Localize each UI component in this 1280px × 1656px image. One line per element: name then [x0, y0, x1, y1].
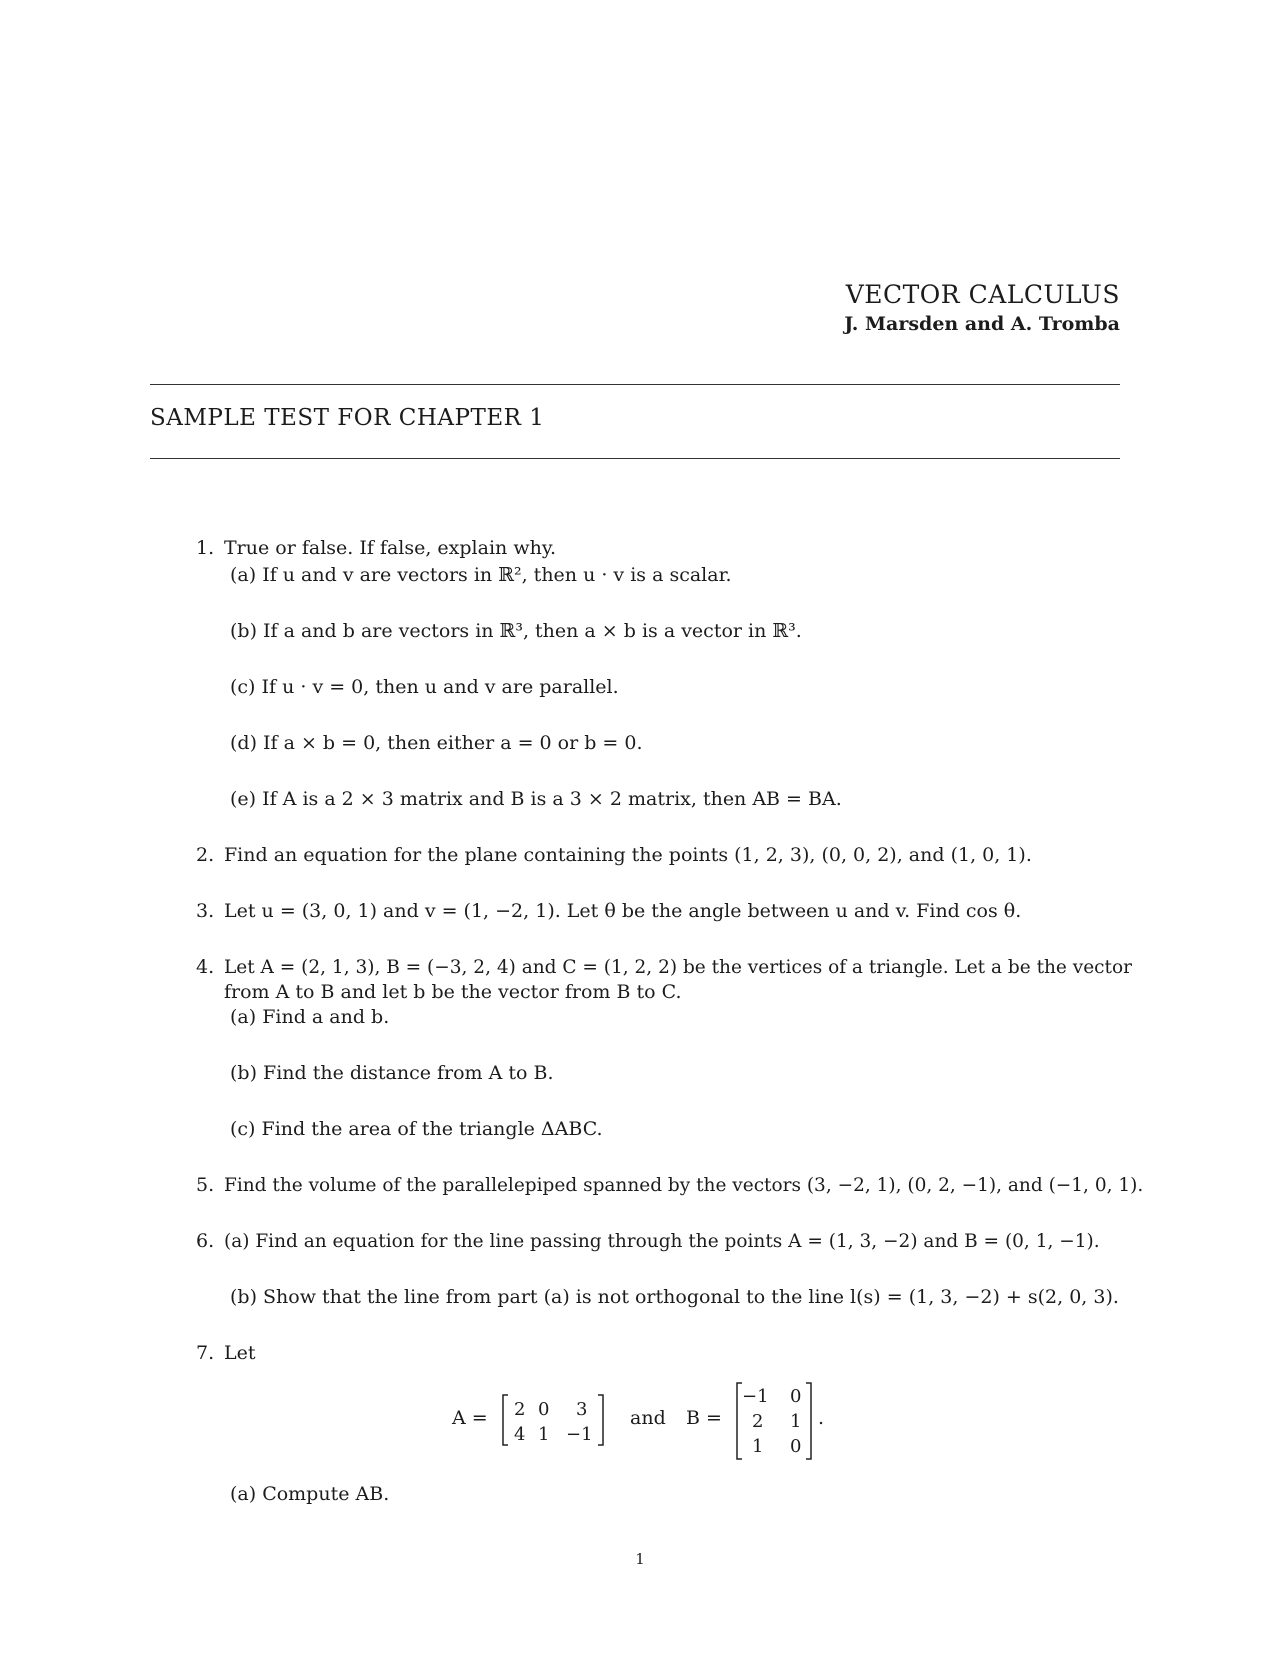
question-text: True or false. If false, explain why.	[224, 537, 557, 559]
matrix-a-cell: 4	[514, 1424, 526, 1445]
question-7	[196, 1342, 256, 1364]
question-4c: (c) Find the area of the triangle ΔABC.	[230, 1118, 603, 1140]
matrix-b-cell: 2	[752, 1411, 764, 1432]
page-number: 1	[635, 1550, 645, 1568]
question-1d: (d) If a × b = 0, then either a = 0 or b = 0.	[230, 732, 643, 754]
document-title: VECTOR CALCULUS	[845, 280, 1120, 309]
matrix-b-cell: 0	[790, 1386, 802, 1407]
document-authors: J. Marsden and A. Tromba	[844, 313, 1120, 335]
question-3	[196, 900, 1021, 922]
question-text: Let u = (3, 0, 1) and v = (1, −2, 1). Let θ be the angle between u and v. Find cos θ.	[224, 900, 1022, 922]
question-5	[196, 1174, 1143, 1196]
question-1c: (c) If u · v = 0, then u and v are parallel.	[230, 676, 619, 698]
and-text: and	[630, 1407, 666, 1429]
matrix-b-cell: 1	[790, 1411, 802, 1432]
matrix-a	[500, 1392, 606, 1448]
question-number: 3.	[196, 900, 215, 922]
question-number: 2.	[196, 844, 215, 866]
question-number: 4.	[196, 956, 215, 978]
test-heading: SAMPLE TEST FOR CHAPTER 1	[150, 405, 545, 431]
question-number: 5.	[196, 1174, 215, 1196]
question-number: 7.	[196, 1342, 215, 1364]
question-7a: (a) Compute AB.	[230, 1483, 390, 1505]
question-6a: (a) Find an equation for the line passing through the points A = (1, 3, −2) and B = (0, 1, −1).	[224, 1231, 1100, 1252]
top-divider	[150, 384, 1120, 385]
matrix-a-cell: 0	[538, 1399, 550, 1420]
question-4a: (a) Find a and b.	[230, 1006, 390, 1028]
question-4	[196, 956, 1132, 978]
question-6	[196, 1230, 1100, 1252]
question-1e: (e) If A is a 2 × 3 matrix and B is a 3 × 2 matrix, then AB = BA.	[230, 788, 842, 810]
question-6b: (b) Show that the line from part (a) is not orthogonal to the line l(s) = (1, 3, −2) + s(2, 0, 3).	[230, 1286, 1119, 1308]
matrix-a-label: A =	[452, 1407, 488, 1429]
matrix-a-cell: −1	[566, 1424, 593, 1445]
matrix-a-cell: 1	[538, 1424, 550, 1445]
question-number: 1.	[196, 537, 215, 559]
question-4-continued: from A to B and let b be the vector from B to C.	[224, 981, 682, 1003]
question-number: 6.	[196, 1230, 215, 1252]
question-text: Find the volume of the parallelepiped spanned by the vectors (3, −2, 1), (0, 2, −1), and (−1, 0, 1).	[224, 1175, 1144, 1196]
question-2	[196, 844, 1032, 866]
question-1b: (b) If a and b are vectors in ℝ³, then a × b is a vector in ℝ³.	[230, 620, 802, 642]
matrix-a-cell: 2	[514, 1399, 526, 1420]
question-4b: (b) Find the distance from A to B.	[230, 1062, 554, 1084]
question-text: Let A = (2, 1, 3), B = (−3, 2, 4) and C = (1, 2, 2) be the vertices of a triangle. Let a be the vector	[224, 957, 1132, 978]
matrix-b-label: B =	[686, 1407, 722, 1429]
matrix-b-cell: −1	[742, 1386, 769, 1407]
matrix-b-cell: 0	[790, 1436, 802, 1457]
matrix-period: .	[818, 1407, 825, 1429]
bottom-divider	[150, 458, 1120, 459]
matrix-a-cell: 3	[576, 1399, 588, 1420]
question-1a: (a) If u and v are vectors in ℝ², then u · v is a scalar.	[230, 564, 732, 586]
matrix-b	[734, 1380, 814, 1462]
question-text: Let	[224, 1342, 256, 1364]
matrix-b-cell: 1	[752, 1436, 764, 1457]
question-1	[196, 537, 556, 559]
question-text: Find an equation for the plane containing the points (1, 2, 3), (0, 0, 2), and (1, 0, 1).	[224, 844, 1032, 866]
